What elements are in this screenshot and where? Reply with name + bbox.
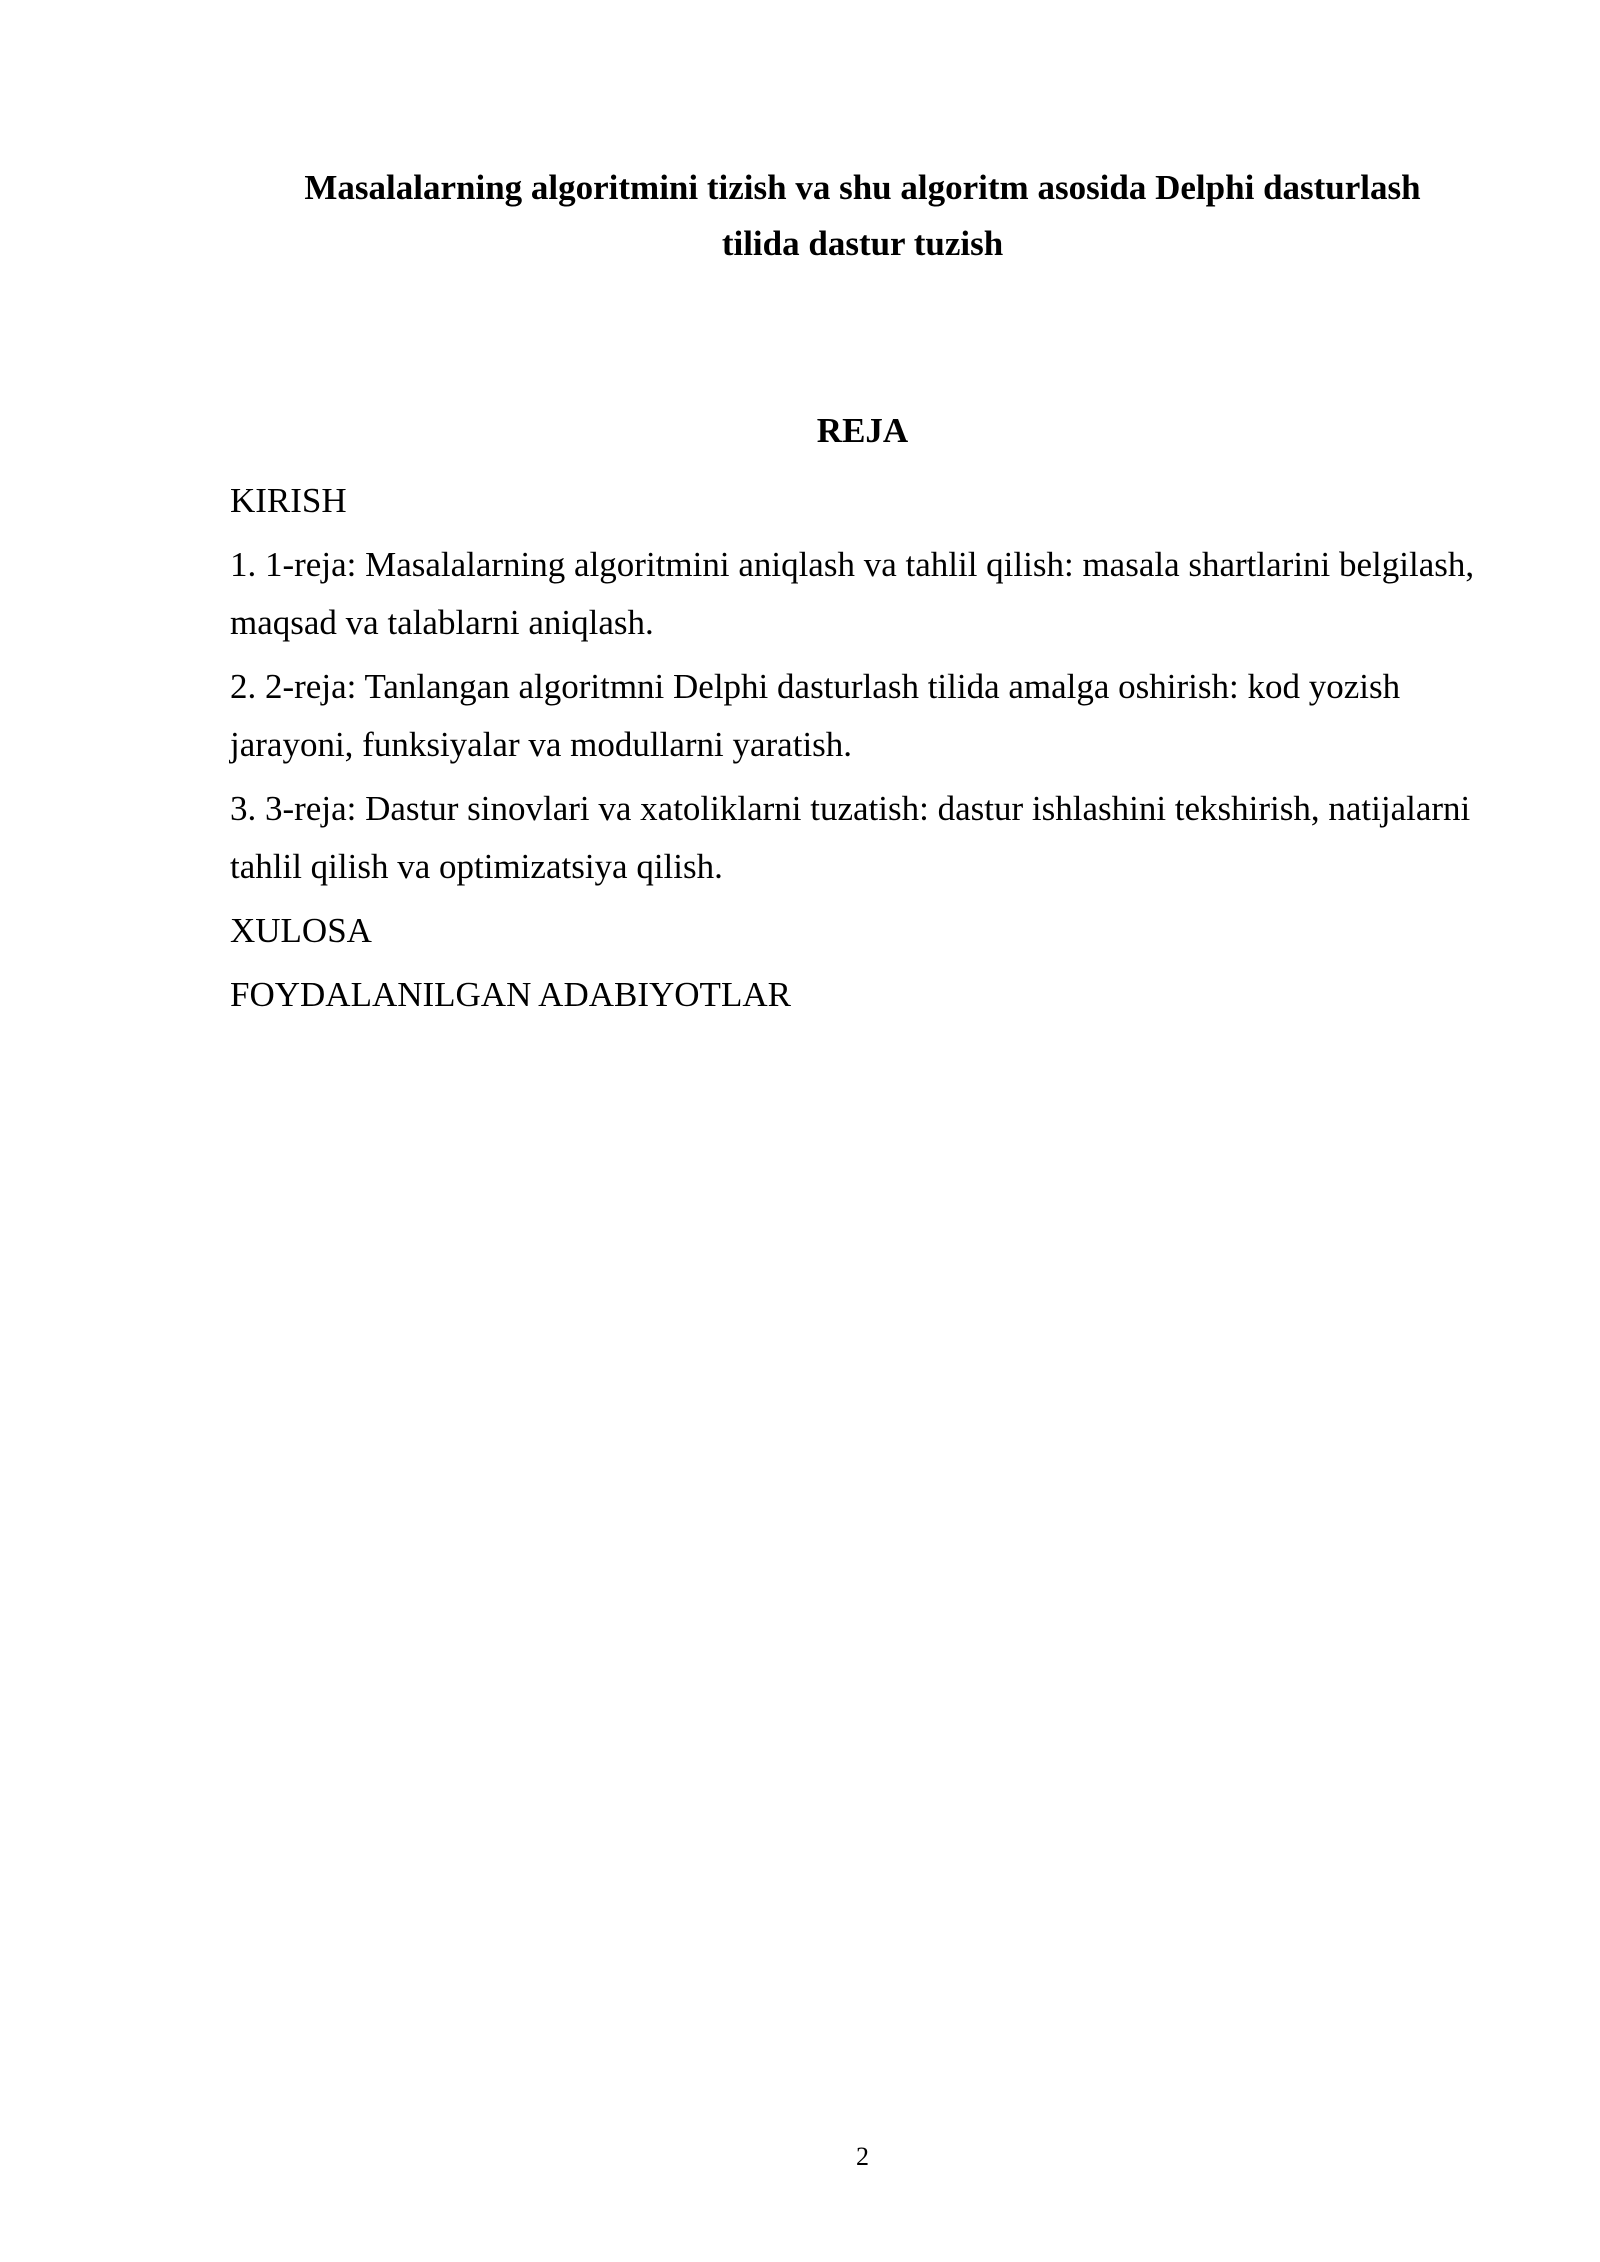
- plan-item-references: FOYDALANILGAN ADABIYOTLAR: [230, 975, 791, 1014]
- page-number: 2: [856, 2142, 869, 2171]
- plan-item-3: 3. 3-reja: Dastur sinovlari va xatoliklarni tuzatish: dastur ishlashini tekshirish, natijalarni tahlil qilish va optimizatsiya qilish.: [230, 789, 1471, 886]
- document-title: [230, 160, 1495, 272]
- plan-item-introduction: KIRISH: [230, 481, 347, 520]
- title-line-1: Masalalarning algoritmini tizish va shu algoritm asosida Delphi dasturlash: [304, 168, 1421, 207]
- plan-item-2: 2. 2-reja: Tanlangan algoritmni Delphi dasturlash tilida amalga oshirish: kod yozish jarayoni, funksiyalar va modullarni yaratish.: [230, 667, 1401, 764]
- plan-list: [230, 472, 1495, 1030]
- plan-item-conclusion: XULOSA: [230, 911, 372, 950]
- title-line-2: tilida dastur tuzish: [721, 224, 1004, 263]
- plan-item-1: 1. 1-reja: Masalalarning algoritmini aniqlash va tahlil qilish: masala shartlarini belgilash, maqsad va talablarni aniqlash.: [230, 545, 1475, 642]
- plan-heading: REJA: [816, 411, 909, 450]
